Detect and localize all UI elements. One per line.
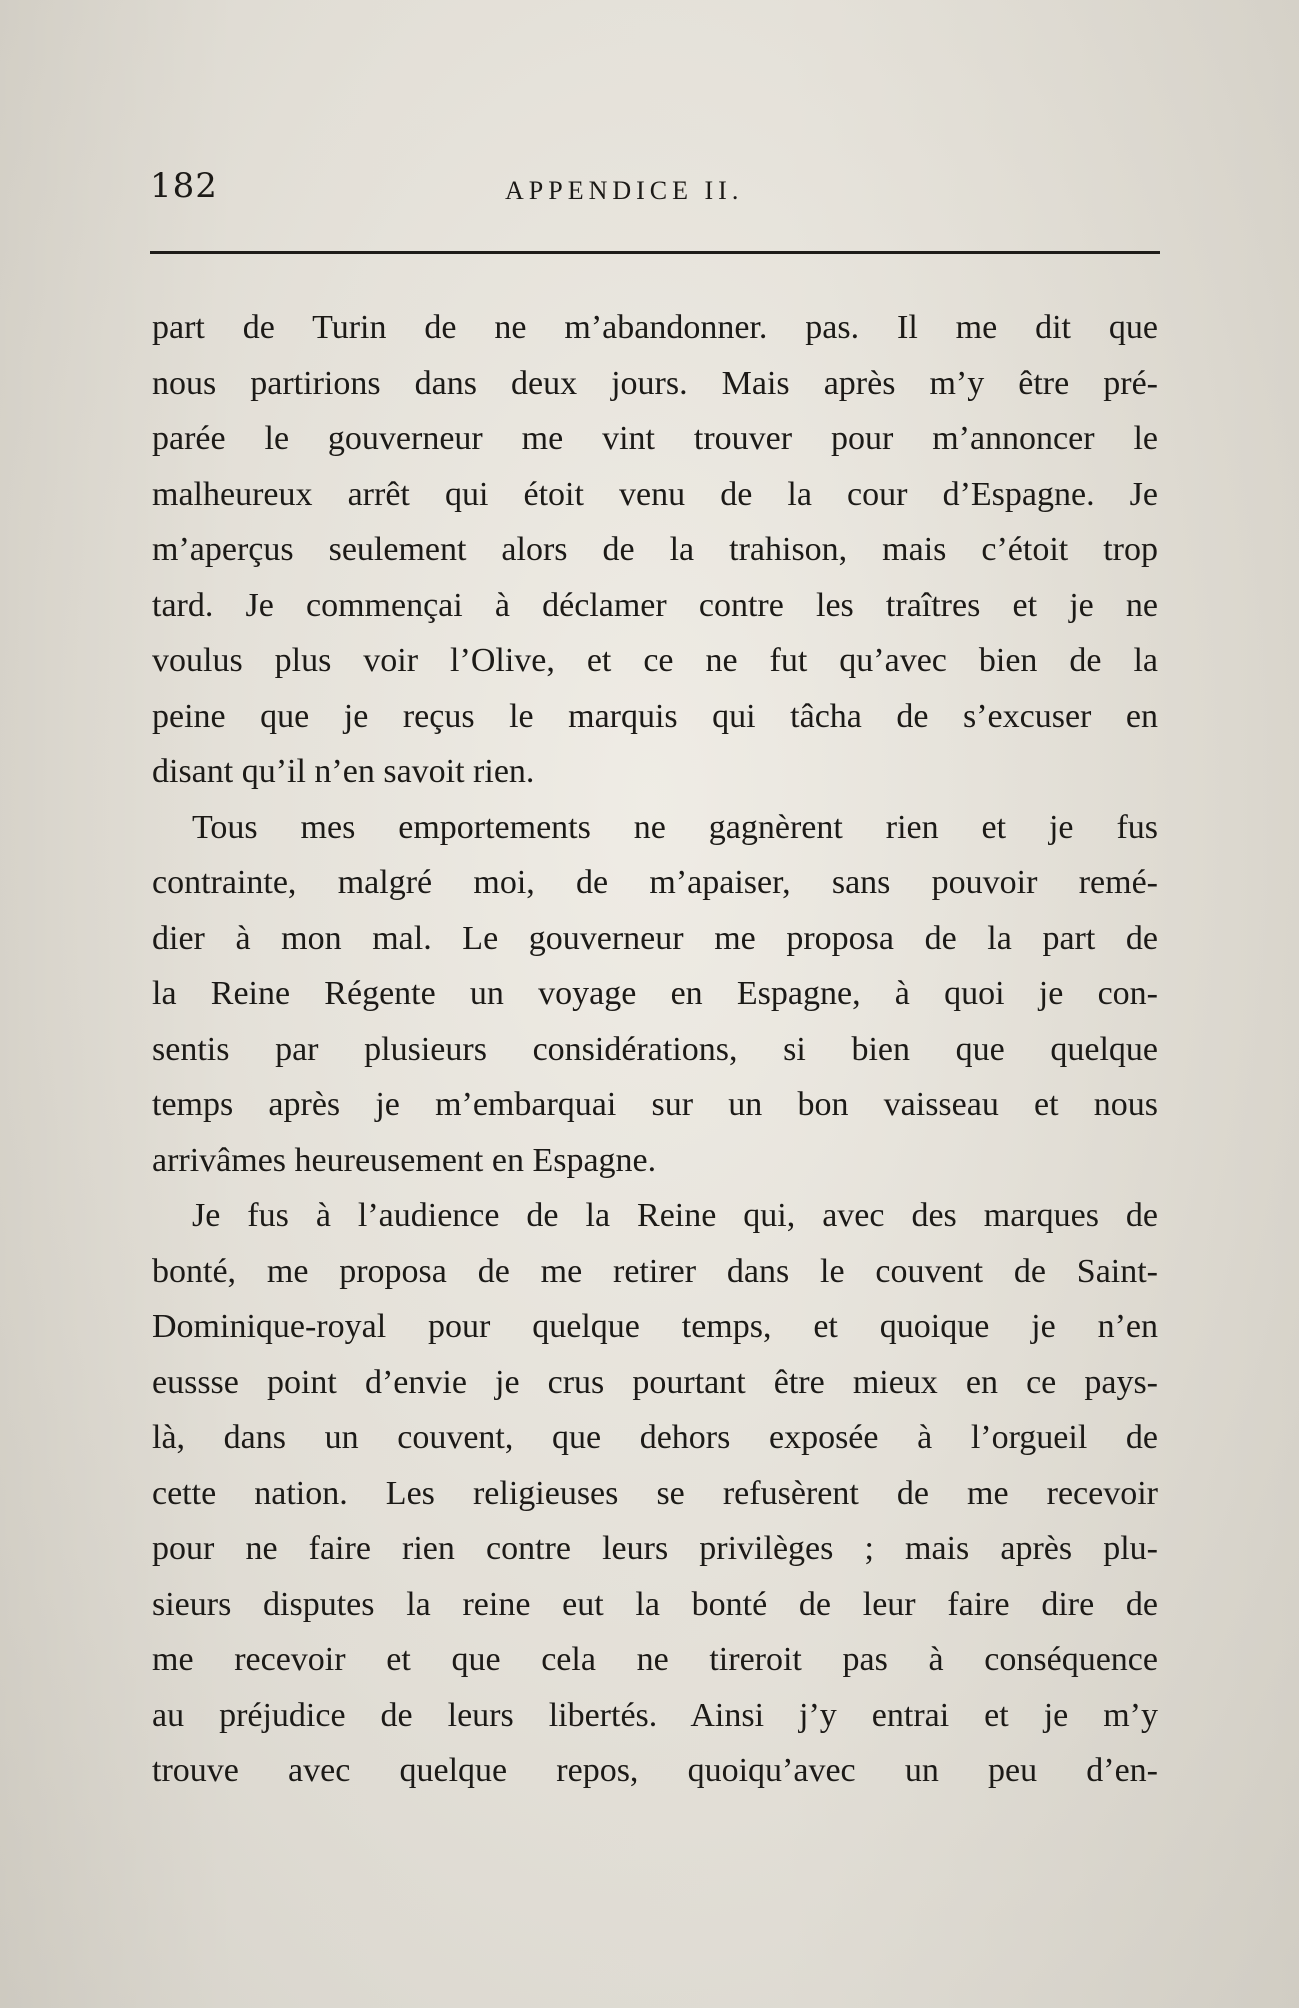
- paragraph-start-line: Je fus à l’audience de la Reine qui, avec des marques de: [192, 1197, 1158, 1234]
- text-line: là, dans un couvent, que dehors exposée à l’orgueil de: [152, 1419, 1158, 1456]
- text-line: sentis par plusieurs considérations, si bien que quelque: [152, 1030, 1158, 1068]
- body-text: [152, 300, 1158, 1799]
- running-head: APPENDICE II.: [505, 176, 744, 205]
- text-line: cette nation. Les religieuses se refusèrent de me recevoir: [152, 1474, 1158, 1512]
- paragraph-end-line: disant qu’il n’en savoit rien.: [152, 753, 535, 790]
- page-number: 182: [150, 166, 218, 206]
- text-line: contrainte, malgré moi, de m’apaiser, sans pouvoir remé-: [152, 864, 1158, 901]
- text-line: trouve avec quelque repos, quoiqu’avec un peu d’en-: [152, 1752, 1158, 1789]
- text-line: peine que je reçus le marquis qui tâcha de s’excuser en: [152, 697, 1158, 735]
- text-line: tard. Je commençai à déclamer contre les traîtres et je ne: [152, 586, 1158, 624]
- text-line: Dominique-royal pour quelque temps, et quoique je n’en: [152, 1308, 1158, 1345]
- text-line: bonté, me proposa de me retirer dans le couvent de Saint-: [152, 1252, 1158, 1290]
- text-line: me recevoir et que cela ne tireroit pas à conséquence: [152, 1641, 1158, 1678]
- text-line: sieurs disputes la reine eut la bonté de leur faire dire de: [152, 1585, 1158, 1623]
- paragraph-start-line: Tous mes emportements ne gagnèrent rien et je fus: [192, 808, 1158, 846]
- text-line: au préjudice de leurs libertés. Ainsi j’y entrai et je m’y: [152, 1696, 1158, 1734]
- text-line: eussse point d’envie je crus pourtant être mieux en ce pays-: [152, 1363, 1158, 1401]
- text-line: nous partirions dans deux jours. Mais après m’y être pré-: [152, 364, 1158, 402]
- text-line: malheureux arrêt qui étoit venu de la cour d’Espagne. Je: [152, 475, 1158, 513]
- text-line: temps après je m’embarquai sur un bon vaisseau et nous: [152, 1086, 1158, 1123]
- header-rule: [150, 251, 1160, 254]
- text-line: dier à mon mal. Le gouverneur me proposa de la part de: [152, 919, 1158, 957]
- text-line: la Reine Régente un voyage en Espagne, à quoi je con-: [152, 975, 1158, 1012]
- text-line: m’aperçus seulement alors de la trahison, mais c’étoit trop: [152, 531, 1158, 568]
- text-line: part de Turin de ne m’abandonner. pas. Il me dit que: [152, 309, 1158, 346]
- page-header: [150, 160, 1160, 220]
- text-line: voulus plus voir l’Olive, et ce ne fut qu’avec bien de la: [152, 642, 1158, 679]
- paragraph-end-line: arrivâmes heureusement en Espagne.: [152, 1141, 657, 1179]
- text-line: parée le gouverneur me vint trouver pour m’annoncer le: [152, 420, 1158, 457]
- text-line: pour ne faire rien contre leurs privilèges ; mais après plu-: [152, 1530, 1158, 1567]
